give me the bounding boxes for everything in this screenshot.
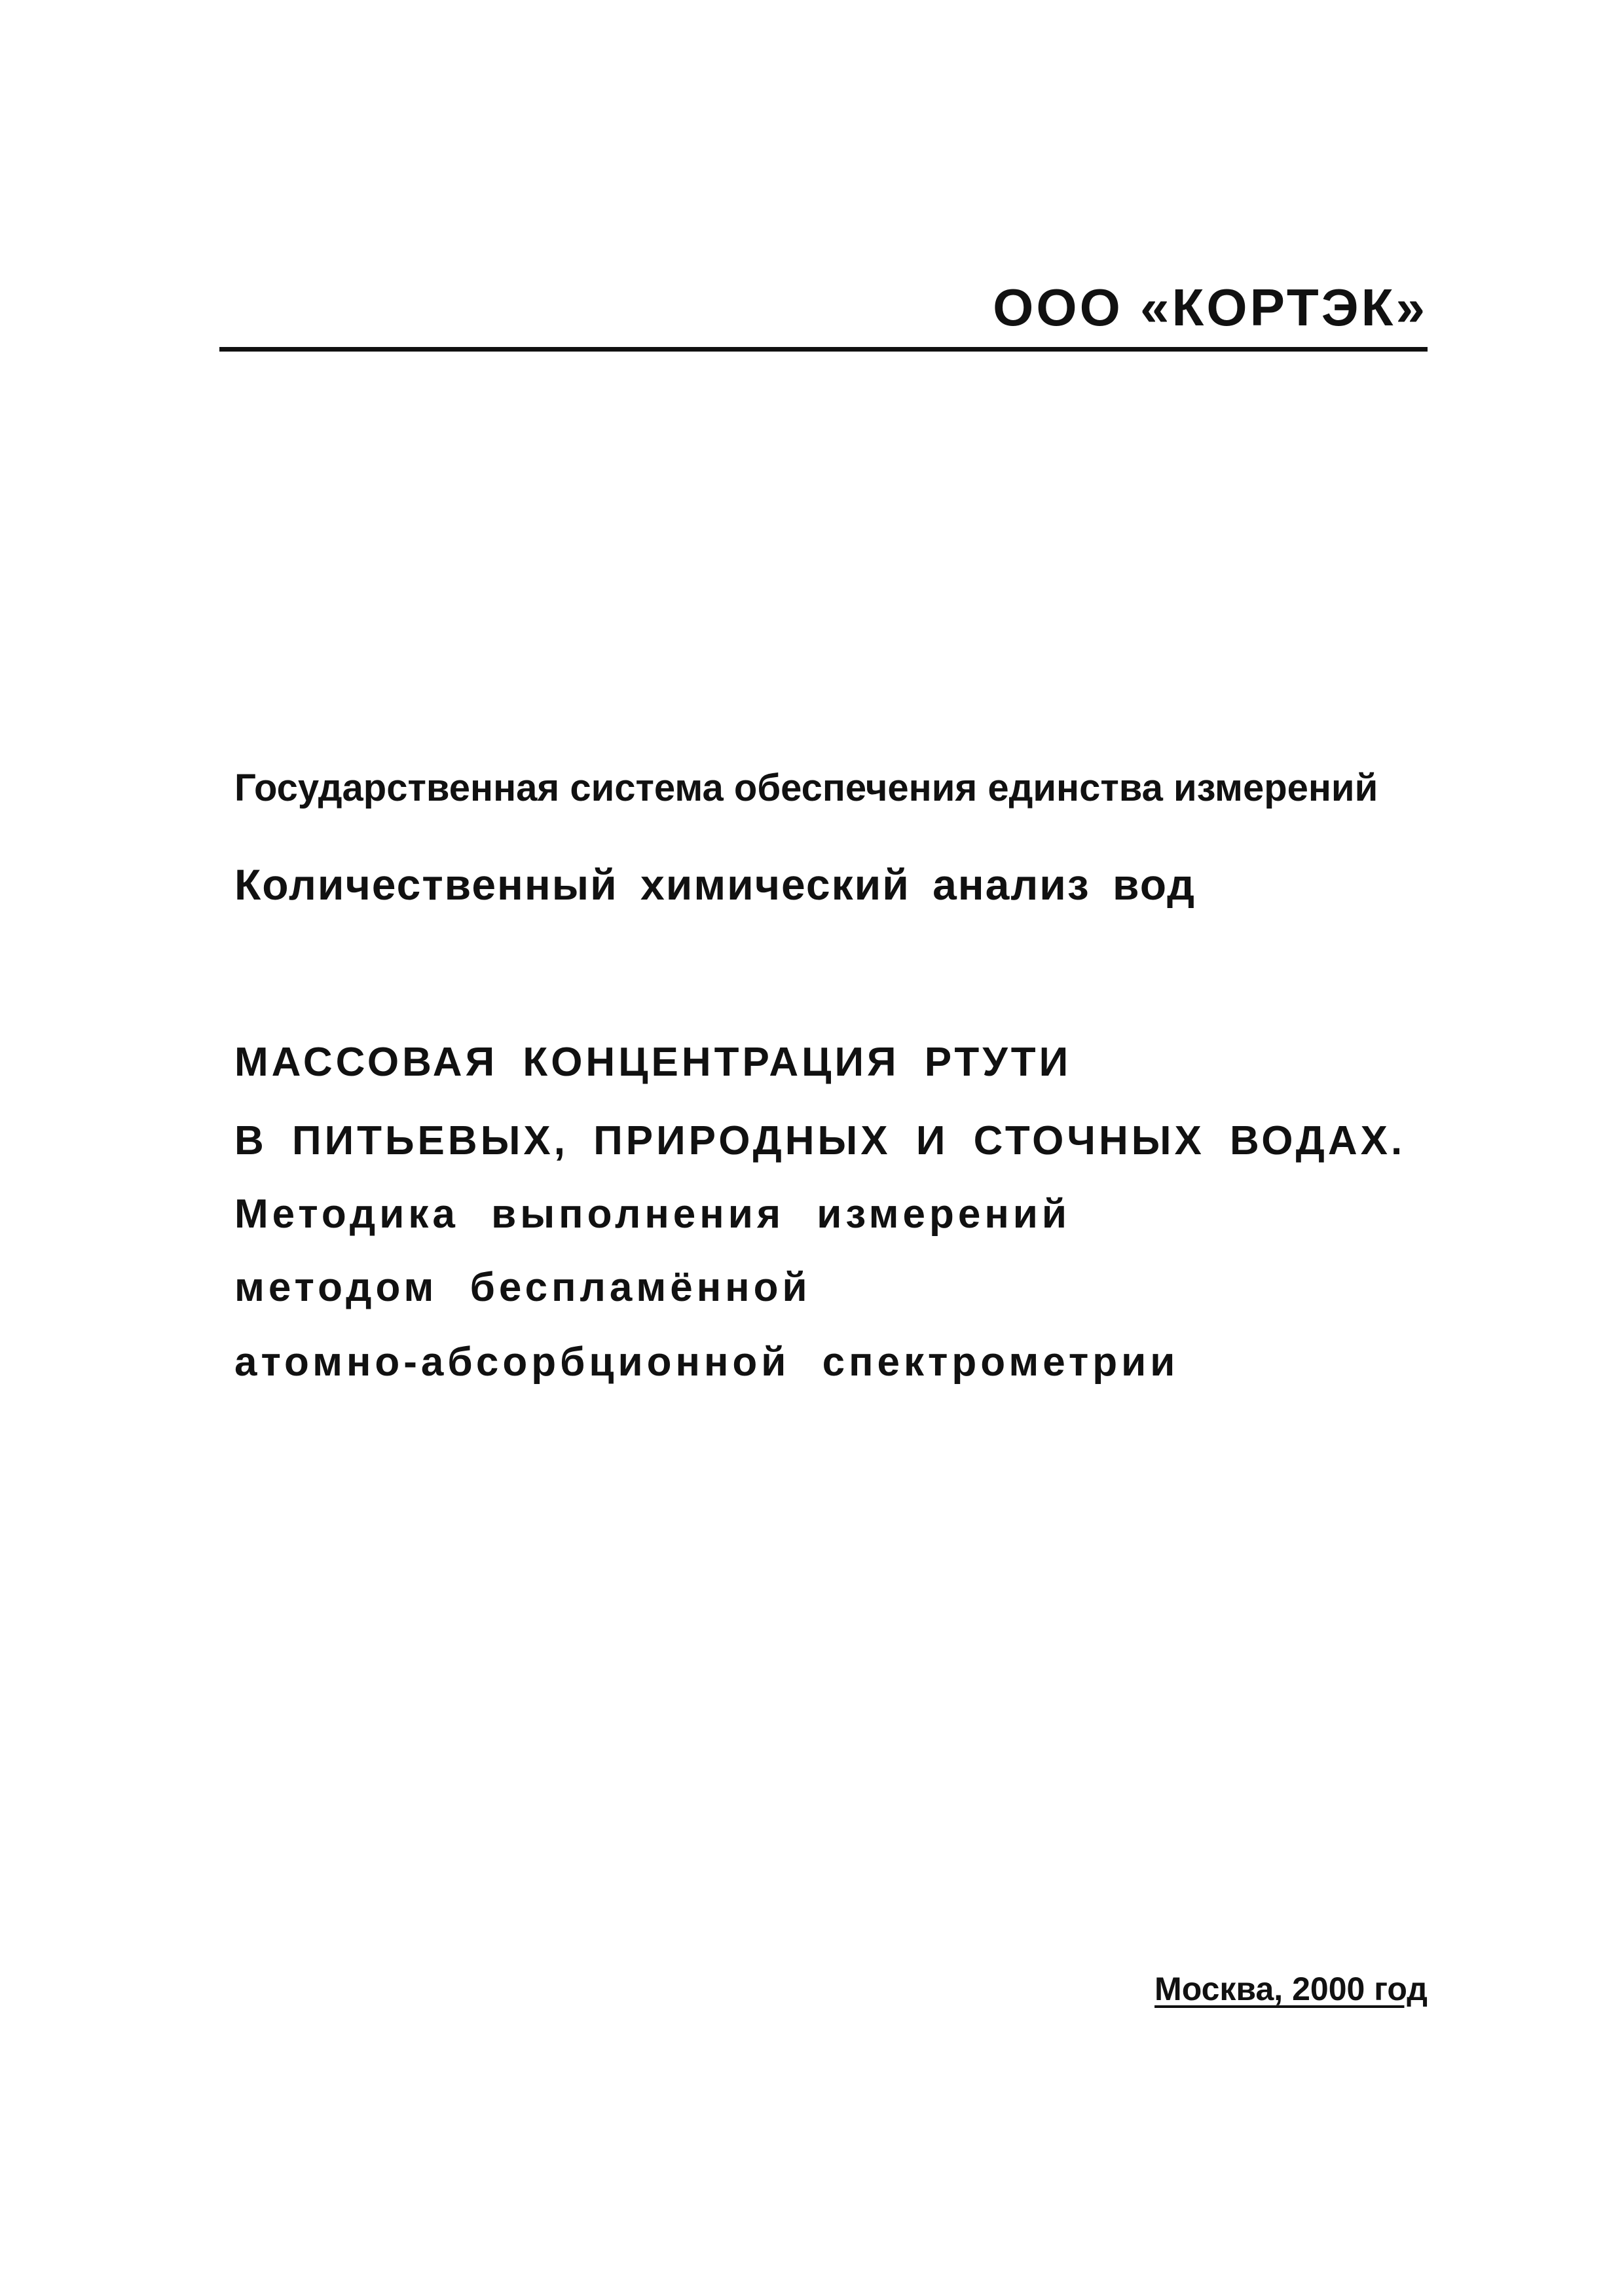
analysis-type-line: Количественный химический анализ вод — [234, 860, 1196, 909]
organization-name: ООО «КОРТЭК» — [993, 278, 1428, 337]
place-and-year — [1022, 1973, 1428, 2005]
state-system-line: Государственная система обеспечения единства измерений — [234, 767, 1378, 809]
title-line-2: В ПИТЬЕВЫХ, ПРИРОДНЫХ И СТОЧНЫХ ВОДАХ. — [234, 1118, 1406, 1163]
title-line-3: Методика выполнения измерений — [234, 1192, 1071, 1237]
title-line-1: МАССОВАЯ КОНЦЕНТРАЦИЯ РТУТИ — [234, 1040, 1072, 1085]
title-line-4: методом беспламённой — [234, 1265, 811, 1310]
title-line-5: атомно-абсорбционной спектрометрии — [234, 1339, 1179, 1385]
header-underline — [219, 347, 1428, 352]
place-and-year-text: Москва, 2000 год — [1154, 1971, 1428, 2007]
